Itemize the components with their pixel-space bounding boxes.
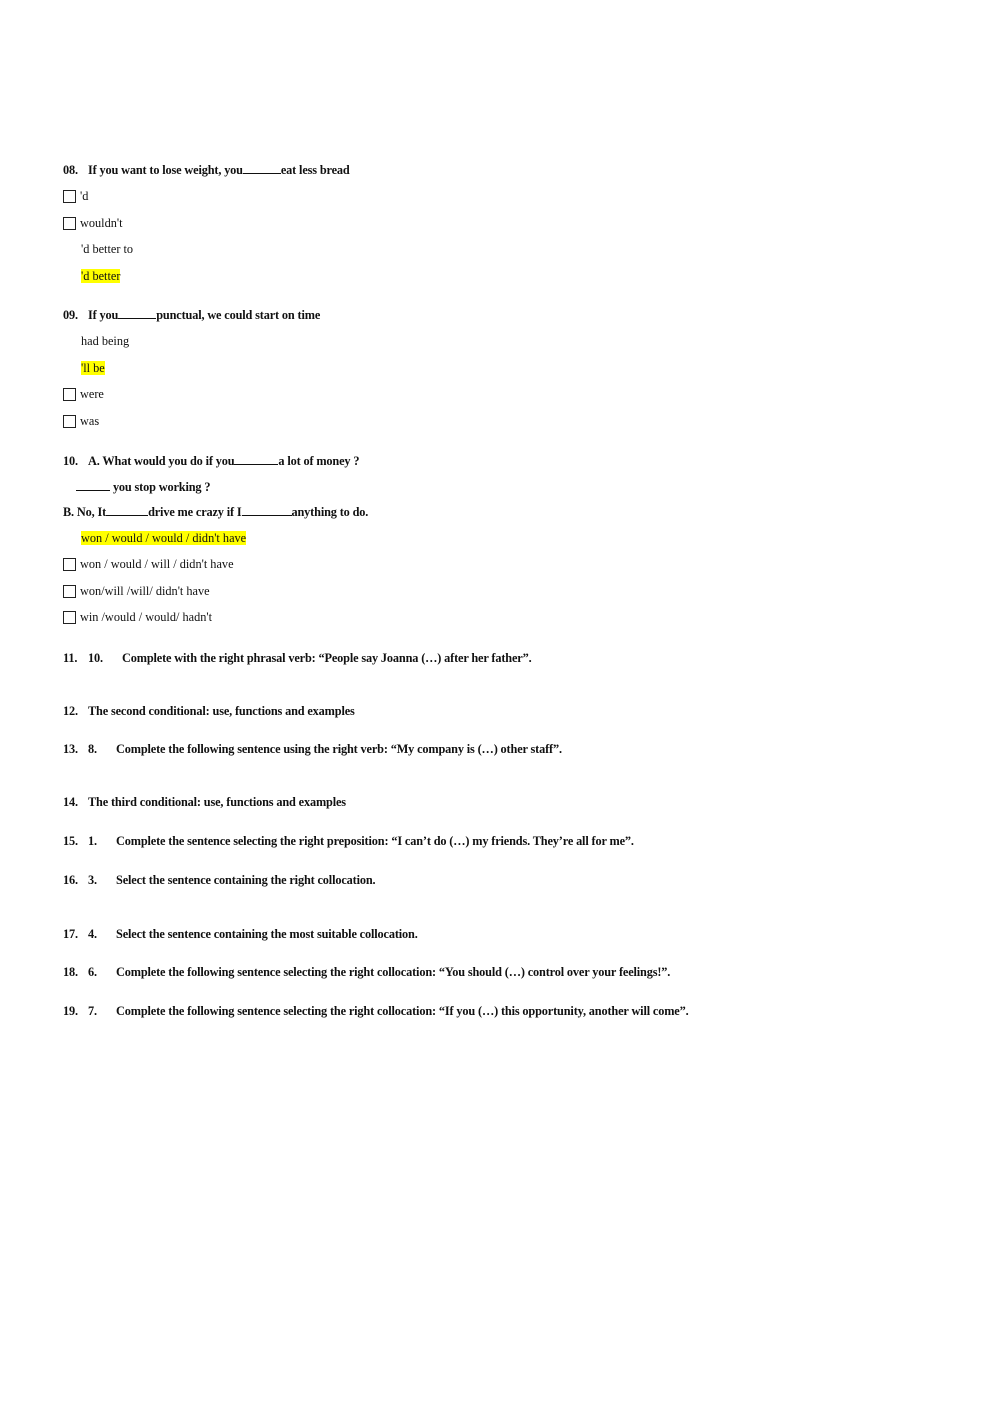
option-label: won / would / will / didn't have — [80, 557, 234, 571]
checkbox[interactable] — [63, 558, 76, 571]
option-row[interactable] — [63, 188, 88, 204]
question-17 — [63, 926, 418, 942]
question-16 — [63, 872, 375, 888]
option-row[interactable] — [63, 413, 99, 429]
question-text: The second conditional: use, functions and examples — [88, 704, 355, 718]
answer-blank — [242, 505, 292, 516]
option-label-highlighted: 'd better — [81, 269, 121, 283]
answer-blank — [118, 308, 156, 319]
question-subnumber: 6. — [88, 965, 97, 979]
question-number: 12. — [63, 704, 78, 718]
question-text: If you — [88, 308, 119, 322]
question-text: drive me crazy if I — [148, 505, 242, 519]
question-19 — [63, 1003, 689, 1019]
option-row[interactable] — [63, 215, 123, 231]
question-10-line-2 — [76, 479, 210, 495]
option-label-highlighted: won / would / would / didn't have — [81, 531, 247, 545]
question-text-after: eat less bread — [280, 163, 350, 177]
option-label: won/will /will/ didn't have — [80, 584, 210, 598]
option-row[interactable] — [63, 609, 212, 625]
question-text: Select the sentence containing the right collocation. — [116, 873, 376, 887]
question-text: Complete the following sentence selecting the right collocation: “You should (…) control over your feelings!”. — [116, 965, 671, 979]
question-subnumber: 1. — [88, 834, 97, 848]
question-subnumber: 10. — [88, 651, 103, 665]
question-text: anything to do. — [291, 505, 369, 519]
question-text: The third conditional: use, functions and examples — [88, 795, 346, 809]
answer-blank — [234, 454, 278, 465]
question-text: Complete with the right phrasal verb: “People say Joanna (…) after her father”. — [122, 651, 532, 665]
checkbox[interactable] — [63, 585, 76, 598]
question-text-after: a lot of money ? — [278, 454, 360, 468]
option-label-highlighted: 'll be — [81, 361, 105, 375]
question-text: If you want to lose weight, you — [88, 163, 243, 177]
question-number: 19. — [63, 1004, 78, 1018]
question-subnumber: 8. — [88, 742, 97, 756]
question-text-after: punctual, we could start on time — [156, 308, 321, 322]
question-10 — [63, 453, 359, 469]
question-number: 17. — [63, 927, 78, 941]
option-label: 'd better to — [81, 242, 134, 256]
question-10-line-3 — [63, 504, 368, 520]
option-row-highlighted[interactable] — [63, 268, 120, 284]
question-number: 14. — [63, 795, 78, 809]
option-row-highlighted[interactable] — [63, 530, 246, 546]
answer-blank — [76, 480, 110, 491]
option-label: was — [80, 414, 100, 428]
option-label: had being — [81, 334, 130, 348]
question-text: Complete the following sentence using the right verb: “My company is (…) other staff”. — [116, 742, 562, 756]
question-15 — [63, 833, 634, 849]
question-08 — [63, 162, 350, 178]
option-row[interactable] — [63, 386, 104, 402]
question-number: 08. — [63, 163, 78, 177]
option-row[interactable] — [63, 333, 129, 349]
checkbox[interactable] — [63, 415, 76, 428]
question-text: Complete the following sentence selecting the right collocation: “If you (…) this opportunity, another will come”. — [116, 1004, 689, 1018]
question-text: Complete the sentence selecting the right preposition: “I can’t do (…) my friends. They’re all for me”. — [116, 834, 634, 848]
question-number: 13. — [63, 742, 78, 756]
option-row[interactable] — [63, 556, 234, 572]
option-row[interactable] — [63, 241, 133, 257]
answer-blank — [106, 505, 148, 516]
checkbox[interactable] — [63, 611, 76, 624]
question-number: 15. — [63, 834, 78, 848]
question-subnumber: 3. — [88, 873, 97, 887]
question-number: 16. — [63, 873, 78, 887]
question-number: 10. — [63, 454, 78, 468]
question-text: B. No, It — [63, 505, 107, 519]
checkbox[interactable] — [63, 217, 76, 230]
question-text: A. What would you do if you — [88, 454, 235, 468]
option-label: win /would / would/ hadn't — [80, 610, 213, 624]
answer-blank — [243, 163, 281, 174]
question-number: 11. — [63, 651, 78, 665]
option-label: wouldn't — [80, 216, 123, 230]
question-number: 09. — [63, 308, 78, 322]
question-number: 18. — [63, 965, 78, 979]
option-label: were — [80, 387, 104, 401]
question-18 — [63, 964, 670, 980]
question-text: Select the sentence containing the most suitable collocation. — [116, 927, 418, 941]
question-11 — [63, 650, 532, 666]
question-subnumber: 4. — [88, 927, 97, 941]
checkbox[interactable] — [63, 388, 76, 401]
question-subnumber: 7. — [88, 1004, 97, 1018]
question-14 — [63, 794, 346, 810]
question-12 — [63, 703, 355, 719]
option-row[interactable] — [63, 583, 210, 599]
question-09 — [63, 307, 320, 323]
question-text: you stop working ? — [112, 480, 211, 494]
option-row-highlighted[interactable] — [63, 360, 105, 376]
option-label: 'd — [80, 189, 89, 203]
checkbox[interactable] — [63, 190, 76, 203]
question-13 — [63, 741, 562, 757]
